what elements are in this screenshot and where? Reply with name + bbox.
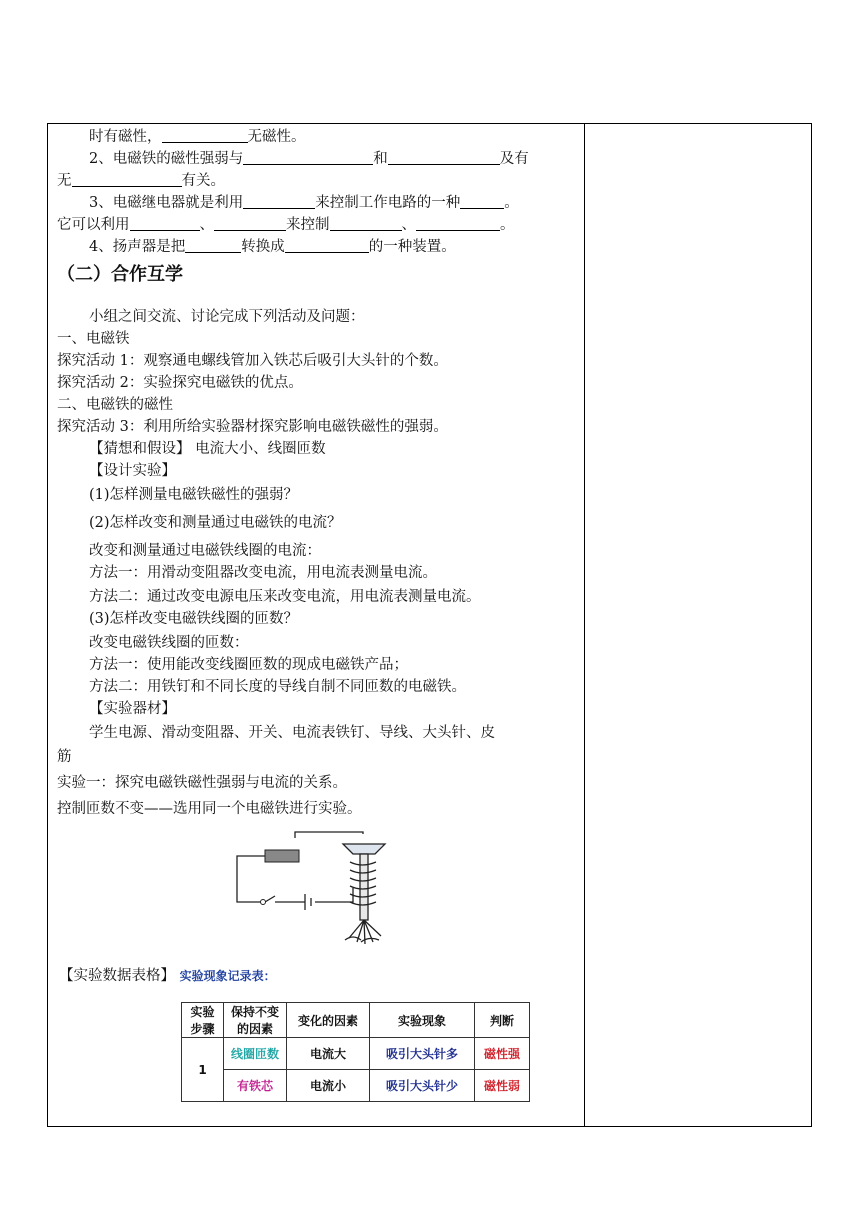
body-line: 改变电磁铁线圈的匝数： (89, 635, 249, 651)
blank[interactable] (214, 216, 286, 231)
body-line: 【猜想和假设】 电流大小、线圈匝数 (89, 441, 326, 457)
body-line: 一、电磁铁 (57, 331, 130, 347)
column-divider (584, 123, 585, 1127)
circuit-diagram (235, 828, 405, 958)
body-line: 学生电源、滑动变阻器、开关、电流表铁钉、导线、大头针、皮 (89, 725, 495, 741)
body-line: 改变和测量通过电磁铁线圈的电流： (89, 543, 321, 559)
table-label-line: 【实验数据表格】 实验现象记录表： (59, 968, 276, 984)
header-cell: 判断 (475, 1003, 530, 1038)
body-line: 控制匝数不变——选用同一个电磁铁进行实验。 (57, 801, 362, 817)
fill-line-2: 2、电磁铁的磁性强弱与 和 及有 (89, 151, 529, 167)
constant-factor-cell: 线圈匝数 (224, 1038, 287, 1070)
section-title: （二）合作互学 (57, 264, 183, 285)
blank[interactable] (162, 128, 248, 143)
blank[interactable] (285, 238, 369, 253)
body-line: 探究活动 2：实验探究电磁铁的优点。 (57, 375, 303, 391)
step-cell: 1 (182, 1038, 224, 1102)
blank[interactable] (130, 216, 200, 231)
body-line: 小组之间交流、讨论完成下列活动及问题： (89, 309, 365, 325)
body-line: 探究活动 1：观察通电螺线管加入铁芯后吸引大头针的个数。 (57, 353, 448, 369)
phenomenon-cell: 吸引大头针少 (370, 1070, 475, 1102)
body-line: (2)怎样改变和测量通过电磁铁的电流？ (89, 515, 342, 531)
blank[interactable] (185, 238, 241, 253)
fill-line-1: 时有磁性， 无磁性。 (89, 129, 306, 145)
body-line: (3)怎样改变电磁铁线圈的匝数？ (89, 611, 299, 627)
judge-cell: 磁性弱 (475, 1070, 530, 1102)
body-line: 方法二：通过改变电源电压来改变电流，用电流表测量电流。 (89, 589, 481, 605)
table-caption: 实验现象记录表： (179, 969, 276, 983)
fill-line-3: 无 有关。 (57, 173, 225, 189)
body-line: 【实验器材】 (89, 701, 176, 717)
header-cell: 实验现象 (370, 1003, 475, 1038)
body-line: 方法一：使用能改变线圈匝数的现成电磁铁产品； (89, 657, 408, 673)
experiment-table (181, 1002, 530, 1102)
fill-line-4: 3、电磁继电器就是利用 来控制工作电路的一种 。 (89, 195, 519, 211)
body-line: 二、电磁铁的磁性 (57, 397, 173, 413)
header-cell: 变化的因素 (287, 1003, 370, 1038)
blank[interactable] (243, 150, 373, 165)
body-line: 筋 (57, 749, 72, 765)
body-line: (1)怎样测量电磁铁磁性的强弱？ (89, 487, 299, 503)
body-line: 实验一：探究电磁铁磁性强弱与电流的关系。 (57, 775, 347, 791)
header-cell: 保持不变 的因素 (224, 1003, 287, 1038)
blank[interactable] (460, 194, 504, 209)
blank[interactable] (243, 194, 315, 209)
constant-factor-cell: 有铁芯 (224, 1070, 287, 1102)
judge-cell: 磁性强 (475, 1038, 530, 1070)
header-cell: 实验 步骤 (182, 1003, 224, 1038)
blank[interactable] (72, 172, 182, 187)
blank[interactable] (388, 150, 500, 165)
blank[interactable] (330, 216, 402, 231)
change-cell: 电流大 (287, 1038, 370, 1070)
fill-line-6: 4、扬声器是把 转换成 的一种装置。 (89, 239, 456, 255)
body-line: 方法一：用滑动变阻器改变电流，用电流表测量电流。 (89, 565, 437, 581)
change-cell: 电流小 (287, 1070, 370, 1102)
blank[interactable] (416, 216, 500, 231)
fill-line-5: 它可以利用 、 来控制 、 。 (57, 217, 515, 233)
body-line: 方法二：用铁钉和不同长度的导线自制不同匝数的电磁铁。 (89, 679, 466, 695)
body-line: 【设计实验】 (89, 463, 176, 479)
body-line: 探究活动 3：利用所给实验器材探究影响电磁铁磁性的强弱。 (57, 419, 448, 435)
phenomenon-cell: 吸引大头针多 (370, 1038, 475, 1070)
